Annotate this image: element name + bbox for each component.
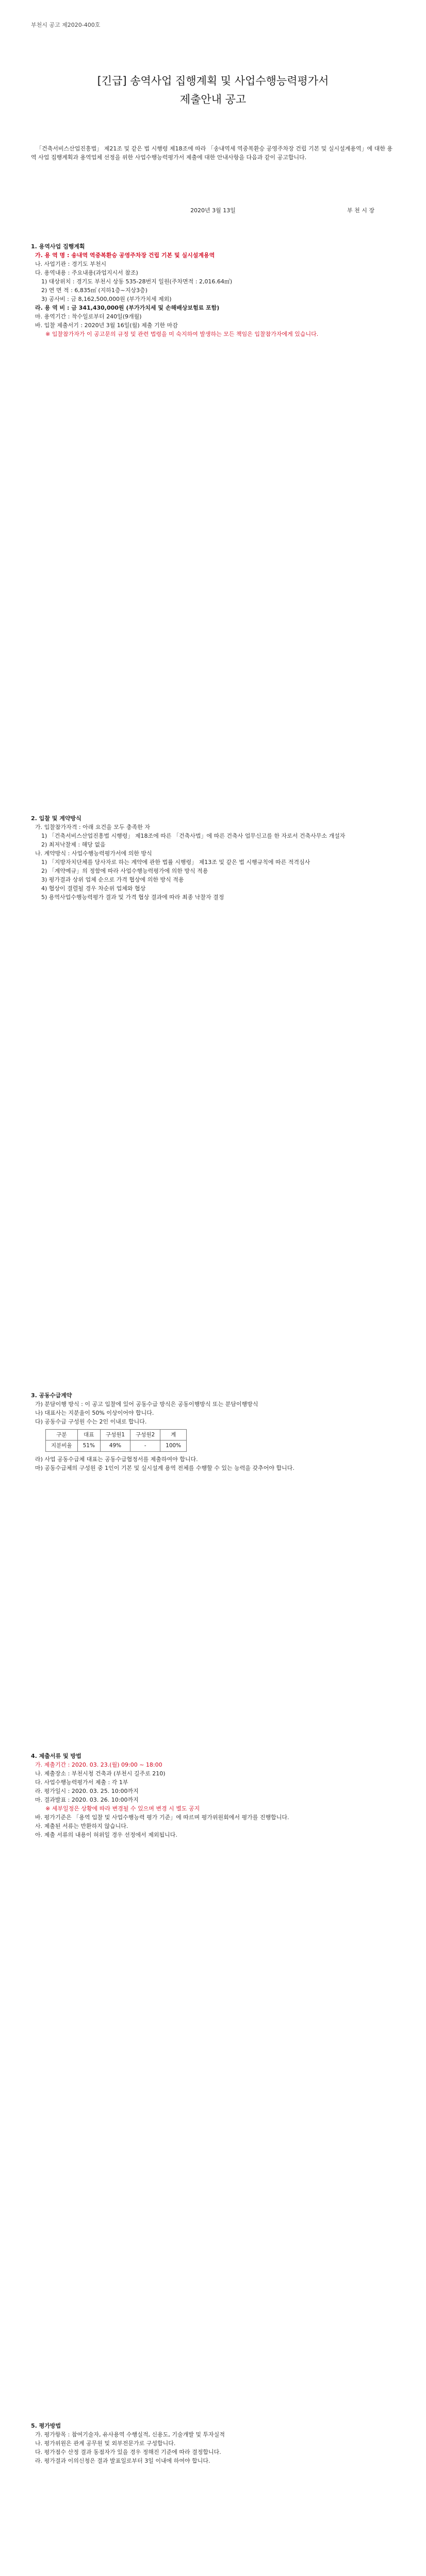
- section-heading: 5. 평가방법: [31, 2422, 61, 2429]
- evaluation-item: 다. 평가점수 산정 결과 동점자가 있을 경우 정해진 기준에 따라 결정합니다.: [35, 2449, 221, 2456]
- date-block: [31, 206, 395, 218]
- table-header-cell: 구분: [46, 1430, 78, 1440]
- project-fee: 라. 용 역 비 : 금 341,430,000원 (부가가치세 및 손해배상보험료 포함): [35, 304, 220, 312]
- contract-subitem: 3) 평가결과 상위 업체 순으로 가격 협상에 의한 방식 적용: [41, 876, 184, 884]
- section-heading: 2. 입찰 및 계약방식: [31, 815, 81, 822]
- section-project-plan: [31, 242, 395, 339]
- evaluation-item: 나. 평가위원은 관계 공무원 및 외부전문가로 구성합니다.: [35, 2440, 176, 2447]
- joint-item: 나) 대표사는 지분율이 50% 이상이어야 합니다.: [35, 1410, 154, 1417]
- project-item: 마. 용역기간 : 착수일로부터 240일(9개월): [35, 313, 142, 320]
- joint-item: 마) 공동수급체의 구성원 중 1인이 기본 및 실시설계 용역 전체를 수행할 수 있는 능력을 갖추어야 합니다.: [35, 1464, 294, 1471]
- submission-item: 마. 결과발표 : 2020. 03. 26. 10:00까지: [35, 1797, 139, 1804]
- section-evaluation: [31, 2421, 395, 2465]
- table-cell: 100%: [160, 1440, 187, 1451]
- joint-item: 가) 분담이행 방식 : 이 공고 입찰에 있어 공동수급 방식은 공동이행방식 또는 분담이행방식: [35, 1401, 258, 1408]
- contract-subitem: 2) 「계약예규」의 정함에 따라 사업수행능력평가에 의한 방식 적용: [41, 868, 208, 875]
- contract-item: 나. 계약방식 : 사업수행능력평가서에 의한 방식: [35, 850, 152, 857]
- intro-text: 「건축서비스산업진흥법」 제21조 및 같은 법 시행령 제18조에 따라 「송내역세 역중복환승 공영주차장 건립 기본 및 실시설계용역」에 대한 용역 사업 집행계획과 용역업체 선정을 위한 사업수행능력평가서 제출에 대한 안내사항을 다음과 같이 공고합니다.: [31, 145, 393, 161]
- project-name: 가. 용 역 명 : 송내역 역중복환승 공영주차장 건립 기본 및 실시설계용역: [35, 252, 215, 259]
- table-cell: 49%: [100, 1440, 130, 1451]
- contract-subitem: 4) 협상이 결렬될 경우 차순위 업체와 협상: [41, 885, 146, 892]
- project-note: ※ 입찰참가자가 이 공고문의 규정 및 관련 법령을 미 숙지하여 발생하는 모든 책임은 입찰참가자에게 있습니다.: [45, 331, 319, 338]
- notice-number: 부천시 공고 제2020-400호: [31, 22, 101, 28]
- table-row: [46, 1440, 187, 1451]
- project-subitem: 3) 공사비 : 금 8,162,500,000원 (부가가치세 제외): [41, 296, 172, 303]
- submission-note: ※ 세부일정은 상황에 따라 변경될 수 있으며 변경 시 별도 공지: [45, 1805, 200, 1812]
- table-header-cell: 계: [160, 1430, 187, 1440]
- title-line-1: [긴급] 송역사업 집행계획 및 사업수행능력평가서: [97, 75, 329, 87]
- contract-item: 가. 입찰참가자격 : 아래 요건을 모두 충족한 자: [35, 824, 150, 831]
- table-header-cell: 대표: [77, 1430, 100, 1440]
- submission-item: 라. 평가일시 : 2020. 03. 25. 10:00까지: [35, 1788, 139, 1795]
- section-contract-method: [31, 814, 395, 902]
- issuing-org: 부 천 시 장: [347, 207, 374, 214]
- submission-item: 아. 제출 서류의 내용이 허위일 경우 선정에서 제외됩니다.: [35, 1832, 177, 1839]
- table-cell: 51%: [77, 1440, 100, 1451]
- title-line-2: 제출안내 공고: [179, 93, 247, 106]
- project-item: 바. 입찰 제출서기 : 2020년 3월 16일(월) 제출 기한 마감: [35, 322, 178, 329]
- table-cell: 지분비율: [46, 1440, 78, 1451]
- section-submission: [31, 1752, 395, 1839]
- joint-item: 라) 사업 공동수급체 대표는 공동수급협정서를 제출하여야 합니다.: [35, 1455, 198, 1463]
- project-subitem: 1) 대상위치 : 경기도 부천시 상동 535-28번지 일원(주차면적 : 2,016.64㎡): [41, 278, 233, 285]
- project-item: 다. 용역내용 : 주요내용(과업지시서 참조): [35, 269, 138, 277]
- project-item: 나. 사업기관 : 경기도 부천시: [35, 261, 107, 268]
- contract-subitem: 2) 최저낙찰제 : 해당 없음: [41, 841, 106, 849]
- table-cell: -: [130, 1440, 160, 1451]
- evaluation-item: 가. 평가항목 : 참여기술자, 유사용역 수행실적, 신용도, 기술개발 및 투자실적: [35, 2431, 225, 2438]
- section-heading: 4. 제출서류 및 방법: [31, 1753, 81, 1759]
- section-heading: 3. 공동수급계약: [31, 1392, 72, 1399]
- section-heading: 1. 용역사업 집행계획: [31, 243, 85, 250]
- submission-item: 사. 제출된 서류는 반환하지 않습니다.: [35, 1823, 128, 1830]
- submission-item: 바. 평가기준은 「용역 입찰 및 사업수행능력 평가 기준」에 따르며 평가위원회에서 평가를 진행합니다.: [35, 1814, 289, 1821]
- contract-subitem: 5) 용역사업수행능력평가 결과 및 가격 협상 결과에 따라 최종 낙찰자 결정: [41, 894, 224, 901]
- page-title: [31, 72, 395, 109]
- intro-paragraph: [31, 144, 395, 162]
- joint-item: 다) 공동수급 구성원 수는 2인 이내로 합니다.: [35, 1418, 147, 1426]
- submission-item: 다. 사업수행능력평가서 제출 : 각 1부: [35, 1779, 128, 1786]
- evaluation-item: 라. 평가결과 이의신청은 결과 발표일로부터 3일 이내에 하여야 합니다.: [35, 2458, 210, 2465]
- table-header-cell: 구성원1: [100, 1430, 130, 1440]
- share-table: [45, 1429, 187, 1452]
- section-joint-contract: [31, 1391, 395, 1472]
- notice-date: 2020년 3월 13일: [190, 207, 236, 214]
- table-header-row: [46, 1430, 187, 1440]
- table-header-cell: 구성원2: [130, 1430, 160, 1440]
- project-subitem: 2) 연 면 적 : 6,835㎡ (지하1층~지상3층): [41, 287, 148, 294]
- submission-period: 가. 제출기간 : 2020. 03. 23.(월) 09:00 ~ 18:00: [35, 1761, 162, 1769]
- contract-subitem: 1) 「지방자치단체를 당사자로 하는 계약에 관한 법률 시행령」 제13조 및 같은 법 시행규칙에 따른 적격심사: [41, 859, 310, 866]
- submission-item: 나. 제출장소 : 부천시청 건축과 (부천시 길주로 210): [35, 1770, 166, 1777]
- contract-subitem: 1) 「건축서비스산업진흥법 시행령」 제18조에 따른 「건축사법」에 따른 건축사 업무신고를 한 자로서 건축사무소 개설자: [41, 833, 346, 840]
